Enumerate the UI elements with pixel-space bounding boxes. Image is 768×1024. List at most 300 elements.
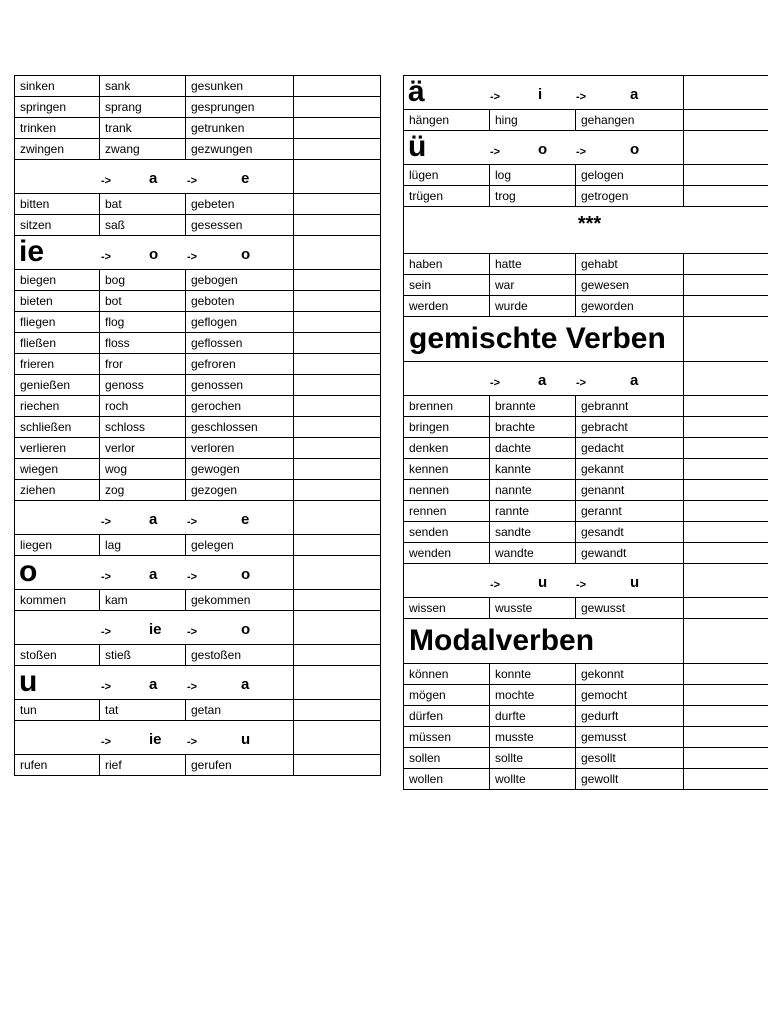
infinitive-cell: senden (404, 522, 490, 543)
partizip-vowel: o (630, 141, 640, 158)
empty-cell (294, 755, 381, 776)
infinitive-cell: sollen (404, 748, 490, 769)
infinitive-cell: nennen (404, 480, 490, 501)
verb-row (404, 459, 768, 480)
empty-cell (294, 160, 381, 194)
infinitive-cell: trinken (15, 118, 100, 139)
praeteritum-cell: rannte (490, 501, 576, 522)
praeteritum-cell: hatte (490, 254, 576, 275)
partizip-cell: geflossen (186, 333, 294, 354)
separator-row (404, 207, 768, 254)
partizip-cell: gekonnt (576, 664, 684, 685)
partizip-cell: gewollt (576, 769, 684, 790)
praeteritum-cell: wog (100, 459, 186, 480)
verb-row (15, 139, 381, 160)
praeteritum-cell: kannte (490, 459, 576, 480)
arrow-1: -> (101, 175, 112, 187)
empty-cell (684, 438, 768, 459)
partizip-cell: geflogen (186, 312, 294, 333)
partizip-cell: gelogen (576, 165, 684, 186)
empty-cell (294, 611, 381, 645)
empty-cell (684, 396, 768, 417)
empty-cell (684, 748, 768, 769)
vowel-pattern-cell (404, 76, 684, 110)
infinitive-cell: mögen (404, 685, 490, 706)
vowel-pattern-cell (404, 131, 684, 165)
praeteritum-cell: roch (100, 396, 186, 417)
verb-row (15, 291, 381, 312)
praeteritum-vowel: a (149, 170, 158, 187)
partizip-cell: gebracht (576, 417, 684, 438)
infinitive-cell: schließen (15, 417, 100, 438)
empty-cell (294, 535, 381, 556)
empty-cell (294, 459, 381, 480)
praeteritum-cell: rief (100, 755, 186, 776)
stem-vowel: o (19, 555, 38, 588)
empty-cell (294, 194, 381, 215)
praeteritum-cell: nannte (490, 480, 576, 501)
partizip-vowel: u (241, 731, 251, 748)
partizip-cell: gekommen (186, 590, 294, 611)
empty-cell (294, 700, 381, 721)
infinitive-cell: riechen (15, 396, 100, 417)
arrow-1: -> (101, 516, 112, 528)
infinitive-cell: stoßen (15, 645, 100, 666)
verb-row (404, 543, 768, 564)
empty-cell (294, 417, 381, 438)
infinitive-cell: springen (15, 97, 100, 118)
infinitive-cell: rufen (15, 755, 100, 776)
praeteritum-cell: sandte (490, 522, 576, 543)
empty-cell (294, 291, 381, 312)
partizip-cell: gerochen (186, 396, 294, 417)
praeteritum-cell: bot (100, 291, 186, 312)
partizip-cell: getrunken (186, 118, 294, 139)
empty-cell (294, 354, 381, 375)
empty-cell (684, 186, 768, 207)
partizip-cell: gerufen (186, 755, 294, 776)
arrow-2: -> (576, 377, 587, 389)
partizip-vowel: o (241, 246, 251, 263)
vowel-pattern-row (15, 666, 381, 700)
empty-cell (294, 645, 381, 666)
empty-cell (294, 556, 381, 590)
vowel-pattern-cell (15, 666, 294, 700)
empty-cell (684, 110, 768, 131)
empty-cell (294, 438, 381, 459)
arrow-1: -> (101, 626, 112, 638)
infinitive-cell: tun (15, 700, 100, 721)
infinitive-cell: wenden (404, 543, 490, 564)
verb-row (15, 118, 381, 139)
praeteritum-cell: bat (100, 194, 186, 215)
praeteritum-cell: brannte (490, 396, 576, 417)
verb-row (15, 459, 381, 480)
empty-cell (294, 480, 381, 501)
arrow-1: -> (490, 579, 501, 591)
empty-cell (294, 97, 381, 118)
arrow-2: -> (576, 579, 587, 591)
empty-cell (294, 215, 381, 236)
empty-cell (684, 254, 768, 275)
arrow-2: -> (187, 175, 198, 187)
partizip-vowel: e (241, 511, 250, 528)
verb-row (404, 438, 768, 459)
vowel-pattern-cell (15, 160, 294, 194)
partizip-cell: gewandt (576, 543, 684, 564)
empty-cell (684, 598, 768, 619)
empty-cell (684, 480, 768, 501)
section-title: Modalverben (404, 619, 684, 664)
arrow-2: -> (187, 571, 198, 583)
vowel-pattern-row (15, 611, 381, 645)
partizip-vowel: o (241, 566, 251, 583)
partizip-cell: gewusst (576, 598, 684, 619)
partizip-cell: gewesen (576, 275, 684, 296)
praeteritum-vowel: ie (149, 731, 162, 748)
praeteritum-vowel: ie (149, 621, 162, 638)
partizip-cell: getrogen (576, 186, 684, 207)
praeteritum-cell: log (490, 165, 576, 186)
vowel-pattern-row (15, 556, 381, 590)
empty-cell (294, 501, 381, 535)
stem-vowel: ä (408, 75, 425, 108)
partizip-cell: gezogen (186, 480, 294, 501)
partizip-vowel: o (241, 621, 251, 638)
verb-row (404, 664, 768, 685)
partizip-cell: gefroren (186, 354, 294, 375)
praeteritum-cell: musste (490, 727, 576, 748)
arrow-1: -> (490, 91, 501, 103)
empty-cell (684, 501, 768, 522)
vowel-pattern-cell (15, 721, 294, 755)
partizip-cell: gebeten (186, 194, 294, 215)
empty-cell (294, 396, 381, 417)
partizip-cell: gezwungen (186, 139, 294, 160)
verb-row (404, 165, 768, 186)
infinitive-cell: sein (404, 275, 490, 296)
infinitive-cell: dürfen (404, 706, 490, 727)
arrow-2: -> (187, 251, 198, 263)
stem-vowel: u (19, 665, 38, 698)
empty-cell (684, 769, 768, 790)
empty-cell (294, 666, 381, 700)
praeteritum-cell: fror (100, 354, 186, 375)
praeteritum-vowel: a (149, 676, 158, 693)
section-title: gemischte Verben (404, 317, 684, 362)
verb-row (15, 375, 381, 396)
praeteritum-cell: lag (100, 535, 186, 556)
verb-row (404, 501, 768, 522)
empty-cell (684, 522, 768, 543)
empty-cell (294, 236, 381, 270)
verb-row (404, 110, 768, 131)
verb-row (15, 215, 381, 236)
praeteritum-cell: durfte (490, 706, 576, 727)
praeteritum-cell: trank (100, 118, 186, 139)
praeteritum-cell: hing (490, 110, 576, 131)
verb-row (15, 755, 381, 776)
empty-cell (294, 375, 381, 396)
arrow-1: -> (101, 681, 112, 693)
vowel-pattern-cell (404, 362, 684, 396)
empty-cell (294, 118, 381, 139)
praeteritum-cell: zwang (100, 139, 186, 160)
infinitive-cell: können (404, 664, 490, 685)
partizip-cell: geschlossen (186, 417, 294, 438)
infinitive-cell: ziehen (15, 480, 100, 501)
left-verb-table (14, 75, 381, 776)
infinitive-cell: lügen (404, 165, 490, 186)
infinitive-cell: wiegen (15, 459, 100, 480)
praeteritum-cell: schloss (100, 417, 186, 438)
vowel-pattern-row (15, 501, 381, 535)
empty-cell (294, 333, 381, 354)
partizip-cell: gedacht (576, 438, 684, 459)
partizip-cell: gebogen (186, 270, 294, 291)
empty-cell (684, 727, 768, 748)
empty-cell (684, 165, 768, 186)
verb-row (404, 480, 768, 501)
praeteritum-cell: saß (100, 215, 186, 236)
verb-row (404, 522, 768, 543)
praeteritum-cell: kam (100, 590, 186, 611)
vowel-pattern-cell (15, 611, 294, 645)
partizip-cell: gesessen (186, 215, 294, 236)
infinitive-cell: bringen (404, 417, 490, 438)
empty-cell (684, 543, 768, 564)
infinitive-cell: biegen (15, 270, 100, 291)
empty-cell (684, 296, 768, 317)
praeteritum-cell: floss (100, 333, 186, 354)
partizip-cell: gesollt (576, 748, 684, 769)
partizip-cell: gerannt (576, 501, 684, 522)
verb-row (404, 685, 768, 706)
partizip-cell: gemocht (576, 685, 684, 706)
praeteritum-vowel: o (538, 141, 548, 158)
stars-separator: *** (577, 212, 602, 235)
vowel-pattern-row (404, 131, 768, 165)
stars-cell (404, 207, 768, 254)
empty-cell (684, 564, 768, 598)
verb-row (404, 396, 768, 417)
partizip-cell: gesunken (186, 76, 294, 97)
arrow-2: -> (187, 681, 198, 693)
vowel-pattern-row (404, 362, 768, 396)
partizip-cell: gekannt (576, 459, 684, 480)
verb-row (15, 700, 381, 721)
infinitive-cell: rennen (404, 501, 490, 522)
verb-row (15, 590, 381, 611)
section-title-row (404, 317, 768, 362)
partizip-cell: gestoßen (186, 645, 294, 666)
partizip-cell: gesandt (576, 522, 684, 543)
partizip-cell: gehangen (576, 110, 684, 131)
empty-cell (684, 685, 768, 706)
partizip-cell: gemusst (576, 727, 684, 748)
partizip-vowel: a (241, 676, 250, 693)
praeteritum-cell: brachte (490, 417, 576, 438)
partizip-cell: gelegen (186, 535, 294, 556)
partizip-cell: geboten (186, 291, 294, 312)
praeteritum-cell: wusste (490, 598, 576, 619)
praeteritum-cell: genoss (100, 375, 186, 396)
praeteritum-cell: tat (100, 700, 186, 721)
verb-row (15, 194, 381, 215)
verb-row (404, 417, 768, 438)
arrow-1: -> (490, 377, 501, 389)
praeteritum-vowel: o (149, 246, 159, 263)
verb-row (15, 480, 381, 501)
praeteritum-cell: mochte (490, 685, 576, 706)
infinitive-cell: trügen (404, 186, 490, 207)
partizip-cell: gesprungen (186, 97, 294, 118)
vowel-pattern-row (404, 76, 768, 110)
praeteritum-cell: sollte (490, 748, 576, 769)
infinitive-cell: bitten (15, 194, 100, 215)
infinitive-cell: genießen (15, 375, 100, 396)
praeteritum-cell: wurde (490, 296, 576, 317)
infinitive-cell: fließen (15, 333, 100, 354)
empty-cell (684, 706, 768, 727)
partizip-cell: gehabt (576, 254, 684, 275)
infinitive-cell: frieren (15, 354, 100, 375)
verb-row (15, 312, 381, 333)
praeteritum-cell: verlor (100, 438, 186, 459)
verb-row (404, 186, 768, 207)
arrow-2: -> (576, 91, 587, 103)
verb-row (404, 275, 768, 296)
empty-cell (684, 275, 768, 296)
verb-row (15, 645, 381, 666)
praeteritum-cell: zog (100, 480, 186, 501)
partizip-vowel: e (241, 170, 250, 187)
partizip-cell: genannt (576, 480, 684, 501)
vowel-pattern-cell (15, 556, 294, 590)
infinitive-cell: fliegen (15, 312, 100, 333)
verb-row (404, 296, 768, 317)
verb-row (404, 748, 768, 769)
partizip-cell: gedurft (576, 706, 684, 727)
praeteritum-vowel: u (538, 574, 548, 591)
empty-cell (684, 317, 768, 362)
empty-cell (294, 76, 381, 97)
partizip-vowel: a (630, 372, 639, 389)
verb-row (15, 438, 381, 459)
praeteritum-cell: flog (100, 312, 186, 333)
infinitive-cell: liegen (15, 535, 100, 556)
praeteritum-cell: wollte (490, 769, 576, 790)
arrow-1: -> (101, 736, 112, 748)
empty-cell (684, 459, 768, 480)
arrow-2: -> (576, 146, 587, 158)
verb-row (15, 270, 381, 291)
infinitive-cell: zwingen (15, 139, 100, 160)
arrow-2: -> (187, 516, 198, 528)
infinitive-cell: denken (404, 438, 490, 459)
infinitive-cell: bieten (15, 291, 100, 312)
arrow-2: -> (187, 736, 198, 748)
vowel-pattern-cell (15, 236, 294, 270)
vowel-pattern-row (15, 721, 381, 755)
partizip-cell: gewogen (186, 459, 294, 480)
infinitive-cell: kennen (404, 459, 490, 480)
infinitive-cell: sitzen (15, 215, 100, 236)
verb-row (15, 76, 381, 97)
empty-cell (684, 417, 768, 438)
verb-row (15, 333, 381, 354)
infinitive-cell: müssen (404, 727, 490, 748)
empty-cell (294, 721, 381, 755)
vowel-pattern-row (404, 564, 768, 598)
infinitive-cell: wollen (404, 769, 490, 790)
arrow-1: -> (101, 251, 112, 263)
partizip-cell: genossen (186, 375, 294, 396)
partizip-vowel: a (630, 86, 639, 103)
empty-cell (294, 139, 381, 160)
empty-cell (684, 131, 768, 165)
praeteritum-cell: sank (100, 76, 186, 97)
partizip-cell: gebrannt (576, 396, 684, 417)
praeteritum-cell: sprang (100, 97, 186, 118)
praeteritum-vowel: a (538, 372, 547, 389)
empty-cell (294, 312, 381, 333)
praeteritum-cell: trog (490, 186, 576, 207)
verb-row (15, 535, 381, 556)
partizip-vowel: u (630, 574, 640, 591)
right-verb-table (403, 75, 768, 790)
arrow-2: -> (187, 626, 198, 638)
infinitive-cell: hängen (404, 110, 490, 131)
empty-cell (684, 664, 768, 685)
verb-row (404, 254, 768, 275)
verb-row (15, 396, 381, 417)
empty-cell (294, 590, 381, 611)
infinitive-cell: verlieren (15, 438, 100, 459)
verb-row (404, 598, 768, 619)
verb-row (15, 354, 381, 375)
infinitive-cell: wissen (404, 598, 490, 619)
section-title-row (404, 619, 768, 664)
vowel-pattern-cell (404, 564, 684, 598)
verb-row (15, 97, 381, 118)
praeteritum-vowel: a (149, 511, 158, 528)
praeteritum-cell: wandte (490, 543, 576, 564)
infinitive-cell: sinken (15, 76, 100, 97)
arrow-1: -> (101, 571, 112, 583)
verb-row (404, 769, 768, 790)
partizip-cell: geworden (576, 296, 684, 317)
stem-vowel: ü (408, 130, 427, 163)
verb-row (404, 706, 768, 727)
arrow-1: -> (490, 146, 501, 158)
empty-cell (294, 270, 381, 291)
verb-row (15, 417, 381, 438)
vowel-pattern-row (15, 160, 381, 194)
partizip-cell: getan (186, 700, 294, 721)
infinitive-cell: haben (404, 254, 490, 275)
verb-row (404, 727, 768, 748)
infinitive-cell: brennen (404, 396, 490, 417)
praeteritum-vowel: i (538, 86, 543, 103)
praeteritum-cell: war (490, 275, 576, 296)
praeteritum-cell: konnte (490, 664, 576, 685)
praeteritum-vowel: a (149, 566, 158, 583)
partizip-cell: verloren (186, 438, 294, 459)
praeteritum-cell: stieß (100, 645, 186, 666)
praeteritum-cell: dachte (490, 438, 576, 459)
empty-cell (684, 362, 768, 396)
